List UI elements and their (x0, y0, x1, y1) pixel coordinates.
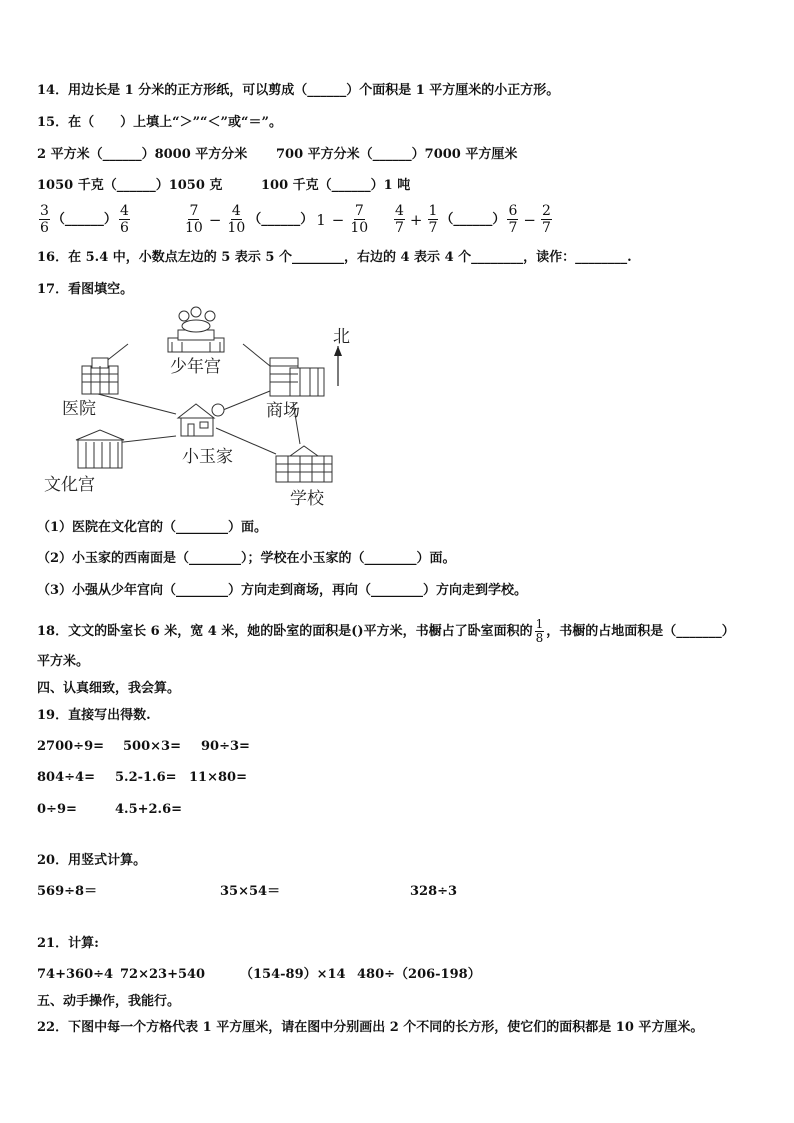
q19-item: 2700÷9= (37, 739, 105, 754)
q21-item: 74+360÷4 (37, 967, 114, 982)
q15-comparison-2: 700 平方分米（______）7000 平方厘米 (276, 147, 518, 162)
minus-sign: − (208, 210, 222, 229)
whole-number: 1 (316, 210, 326, 229)
youth-palace-label: 少年宫 (170, 357, 221, 377)
q17-sub-question-3: （3）小强从少年宫向（________）方向走到商场，再向（________）方向走到学校。 (37, 583, 528, 598)
q19-item: 5.2-1.6= (115, 770, 177, 785)
question-17-title: 17．看图填空。 (37, 282, 134, 297)
q19-item: 0÷9= (37, 802, 77, 817)
answer-blank: （______） (440, 211, 506, 227)
home-label: 小玉家 (182, 447, 233, 467)
question-19-title: 19．直接写出得数. (37, 708, 151, 723)
fraction: $\frac{1}{7}$ (428, 203, 438, 236)
plus-sign: + (409, 210, 423, 229)
q19-item: 500×3= (123, 739, 181, 754)
answer-blank: （______） (248, 211, 314, 227)
q19-item: 4.5+2.6= (115, 802, 183, 817)
fraction: $\frac{7}{10}$ (350, 203, 369, 236)
mall-label: 商场 (266, 401, 300, 421)
q17-sub-question-2: （2）小玉家的西南面是（________）；学校在小玉家的（________）面。 (37, 551, 456, 566)
youth-palace-icon (168, 307, 224, 352)
q15-fraction-comparison-1 (37, 203, 132, 236)
question-20-title: 20．用竖式计算。 (37, 853, 147, 868)
fraction: $\frac{6}{7}$ (508, 203, 518, 236)
q18-line-2: 平方米。 (37, 654, 90, 669)
q15-fraction-comparison-3 (392, 203, 554, 236)
question-14: 14．用边长是 1 分米的正方形纸，可以剪成（______）个面积是 1 平方厘米的小正方形。 (37, 83, 560, 98)
culture-palace-icon (76, 430, 124, 468)
q19-item: 11×80= (189, 770, 247, 785)
fraction: $\frac{3}{6}$ (40, 203, 49, 236)
q21-item: 72×23+540 (120, 967, 206, 982)
q20-item: 328÷3 (410, 884, 458, 899)
mall-icon (270, 358, 324, 396)
fraction: $\frac{4}{6}$ (119, 203, 129, 236)
q17-sub-question-1: （1）医院在文化宫的（________）面。 (37, 520, 268, 535)
q20-item: 35×54＝ (220, 884, 281, 899)
section-5-heading: 五、动手操作，我能行。 (37, 994, 181, 1009)
q15-fraction-comparison-2 (182, 203, 371, 236)
minus-sign: − (331, 210, 345, 229)
q15-comparison-1: 2 平方米（______）8000 平方分米 (37, 147, 248, 162)
question-16: 16．在 5.4 中，小数点左边的 5 表示 5 个________，右边的 4 表示 4 个________，读作：________. (37, 250, 632, 265)
direction-map-figure (38, 306, 368, 511)
section-4-heading: 四、认真细致，我会算。 (37, 681, 181, 696)
q21-item: （154-89）×14 (240, 967, 346, 982)
q18-text-part2: ，书橱的占地面积是（_______） (546, 623, 735, 639)
q21-item: 480÷（206-198） (357, 967, 481, 982)
fraction: $\frac{4}{7}$ (395, 203, 404, 236)
school-label: 学校 (290, 489, 324, 509)
q19-item: 804÷4= (37, 770, 95, 785)
home-icon (178, 404, 224, 436)
culture-palace-label: 文化宫 (44, 475, 95, 495)
hospital-label: 医院 (62, 399, 96, 419)
q15-comparison-3: 1050 千克（______）1050 克 (37, 178, 223, 193)
north-arrow-icon (334, 346, 342, 386)
question-21-title: 21．计算: (37, 936, 99, 951)
fraction: $\frac{1}{8}$ (535, 617, 544, 645)
school-icon (276, 446, 332, 482)
q19-item: 90÷3= (201, 739, 250, 754)
question-15-title: 15．在（ ）上填上“＞”“＜”或“＝”。 (37, 115, 282, 130)
question-22: 22．下图中每一个方格代表 1 平方厘米，请在图中分别画出 2 个不同的长方形，使它们的面积都是 10 平方厘米。 (37, 1020, 704, 1035)
north-label: 北 (333, 327, 350, 347)
fraction: $\frac{4}{10}$ (227, 203, 246, 236)
fraction: $\frac{2}{7}$ (541, 203, 551, 236)
fraction: $\frac{7}{10}$ (185, 203, 203, 236)
answer-blank: （______） (51, 211, 117, 227)
hospital-icon (82, 358, 118, 394)
q18-text-part1: 18．文文的卧室长 6 米，宽 4 米，她的卧室的面积是()平方米，书橱占了卧室面积的 (37, 623, 533, 639)
minus-sign: − (523, 210, 536, 229)
q15-comparison-4: 100 千克（______）1 吨 (261, 178, 411, 193)
question-18 (37, 618, 735, 645)
q20-item: 569÷8＝ (37, 884, 98, 899)
